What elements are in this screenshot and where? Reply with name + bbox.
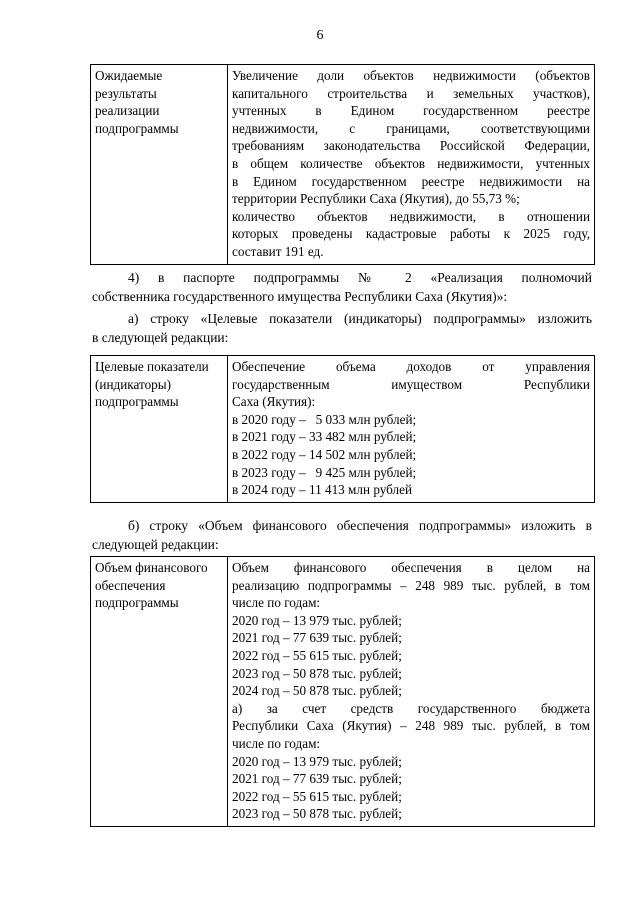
content-line: 2021 год – 77 639 тыс. рублей; bbox=[232, 630, 402, 646]
label-line: результаты bbox=[95, 85, 157, 101]
expected-results-table bbox=[90, 64, 595, 265]
content-line: которых проведены кадастровые работы к 2025 году, bbox=[232, 226, 590, 242]
paragraph-b bbox=[92, 516, 592, 554]
content-line: учтенных в Едином государственном реестре bbox=[232, 103, 590, 119]
content-line: 2023 год – 50 878 тыс. рублей; bbox=[232, 806, 402, 822]
content-line: в Едином государственном реестре недвижимости на bbox=[232, 173, 590, 189]
funding-volume-content bbox=[228, 557, 595, 827]
label-line: Целевые показатели bbox=[95, 359, 209, 374]
content-line: в 2024 году – 11 413 млн рублей bbox=[232, 482, 413, 498]
content-line: Обеспечение объема доходов от управления bbox=[232, 359, 590, 374]
content-line: требованиям законодательства Российской Федерации, bbox=[232, 138, 590, 154]
content-line: количество объектов недвижимости, в отношении bbox=[232, 208, 590, 224]
page-number: 6 bbox=[316, 28, 324, 43]
label-line: реализации bbox=[95, 103, 160, 119]
content-line: недвижимости, с границами, соответствующими bbox=[232, 120, 590, 136]
content-line: 2022 год – 55 615 тыс. рублей; bbox=[232, 788, 402, 804]
content-line: Увеличение доли объектов недвижимости (объектов bbox=[232, 68, 590, 83]
paragraph-line: следующей редакции: bbox=[92, 537, 219, 552]
content-line: составит 191 ед. bbox=[232, 243, 324, 259]
content-line: капитального строительства и земельных участков), bbox=[232, 85, 590, 101]
funding-volume-table bbox=[90, 556, 595, 827]
content-line: 2020 год – 13 979 тыс. рублей; bbox=[232, 753, 402, 769]
content-line: в 2021 году – 33 482 млн рублей; bbox=[232, 429, 417, 445]
funding-volume-label bbox=[91, 557, 228, 827]
paragraph-line: 4) в паспорте подпрограммы № 2 «Реализация полномочий bbox=[128, 270, 592, 285]
label-line: обеспечения bbox=[95, 577, 166, 593]
label-line: подпрограммы bbox=[95, 394, 179, 410]
content-line: числе по годам: bbox=[232, 595, 321, 611]
content-line: государственным имуществом Республики bbox=[232, 376, 590, 392]
expected-results-content bbox=[228, 65, 595, 265]
paragraph-4 bbox=[92, 268, 592, 306]
expected-results-label bbox=[91, 65, 228, 265]
content-line: территории Республики Саха (Якутия), до 55,73 %; bbox=[232, 191, 520, 207]
content-line: 2024 год – 50 878 тыс. рублей; bbox=[232, 683, 402, 699]
label-line: Объем финансового bbox=[95, 560, 208, 575]
content-line: в общем количестве объектов недвижимости, учтенных bbox=[232, 155, 590, 171]
paragraph-line: в следующей редакции: bbox=[92, 330, 229, 345]
label-line: Ожидаемые bbox=[95, 68, 163, 83]
content-line: 2023 год – 50 878 тыс. рублей; bbox=[232, 665, 402, 681]
content-line: в 2023 году – 9 425 млн рублей; bbox=[232, 464, 417, 480]
content-line: Республики Саха (Якутия) – 248 989 тыс. рублей, в том bbox=[232, 718, 590, 734]
content-line: 2020 год – 13 979 тыс. рублей; bbox=[232, 612, 402, 628]
label-line: подпрограммы bbox=[95, 120, 179, 136]
target-indicators-content bbox=[228, 356, 595, 503]
content-line: реализацию подпрограммы – 248 989 тыс. рублей, в том bbox=[232, 577, 590, 593]
content-line: 2021 год – 77 639 тыс. рублей; bbox=[232, 771, 402, 787]
paragraph-line: собственника государственного имущества Республики Саха (Якутия)»: bbox=[92, 289, 508, 304]
content-line: Саха (Якутия): bbox=[232, 394, 316, 410]
content-line: в 2022 году – 14 502 млн рублей; bbox=[232, 446, 417, 462]
target-indicators-table bbox=[90, 355, 595, 503]
content-line: а) за счет средств государственного бюджета bbox=[232, 700, 590, 716]
label-line: (индикаторы) bbox=[95, 376, 172, 392]
label-line: подпрограммы bbox=[95, 595, 179, 611]
content-line: 2022 год – 55 615 тыс. рублей; bbox=[232, 647, 402, 663]
paragraph-line: б) строку «Объем финансового обеспечения подпрограммы» изложить в bbox=[128, 518, 592, 533]
content-line: в 2020 году – 5 033 млн рублей; bbox=[232, 411, 417, 427]
content-line: Объем финансового обеспечения в целом на bbox=[232, 560, 590, 575]
paragraph-a bbox=[92, 309, 592, 347]
content-line: числе по годам: bbox=[232, 735, 321, 751]
paragraph-line: а) строку «Целевые показатели (индикаторы) подпрограммы» изложить bbox=[128, 311, 592, 326]
target-indicators-label bbox=[91, 356, 228, 503]
